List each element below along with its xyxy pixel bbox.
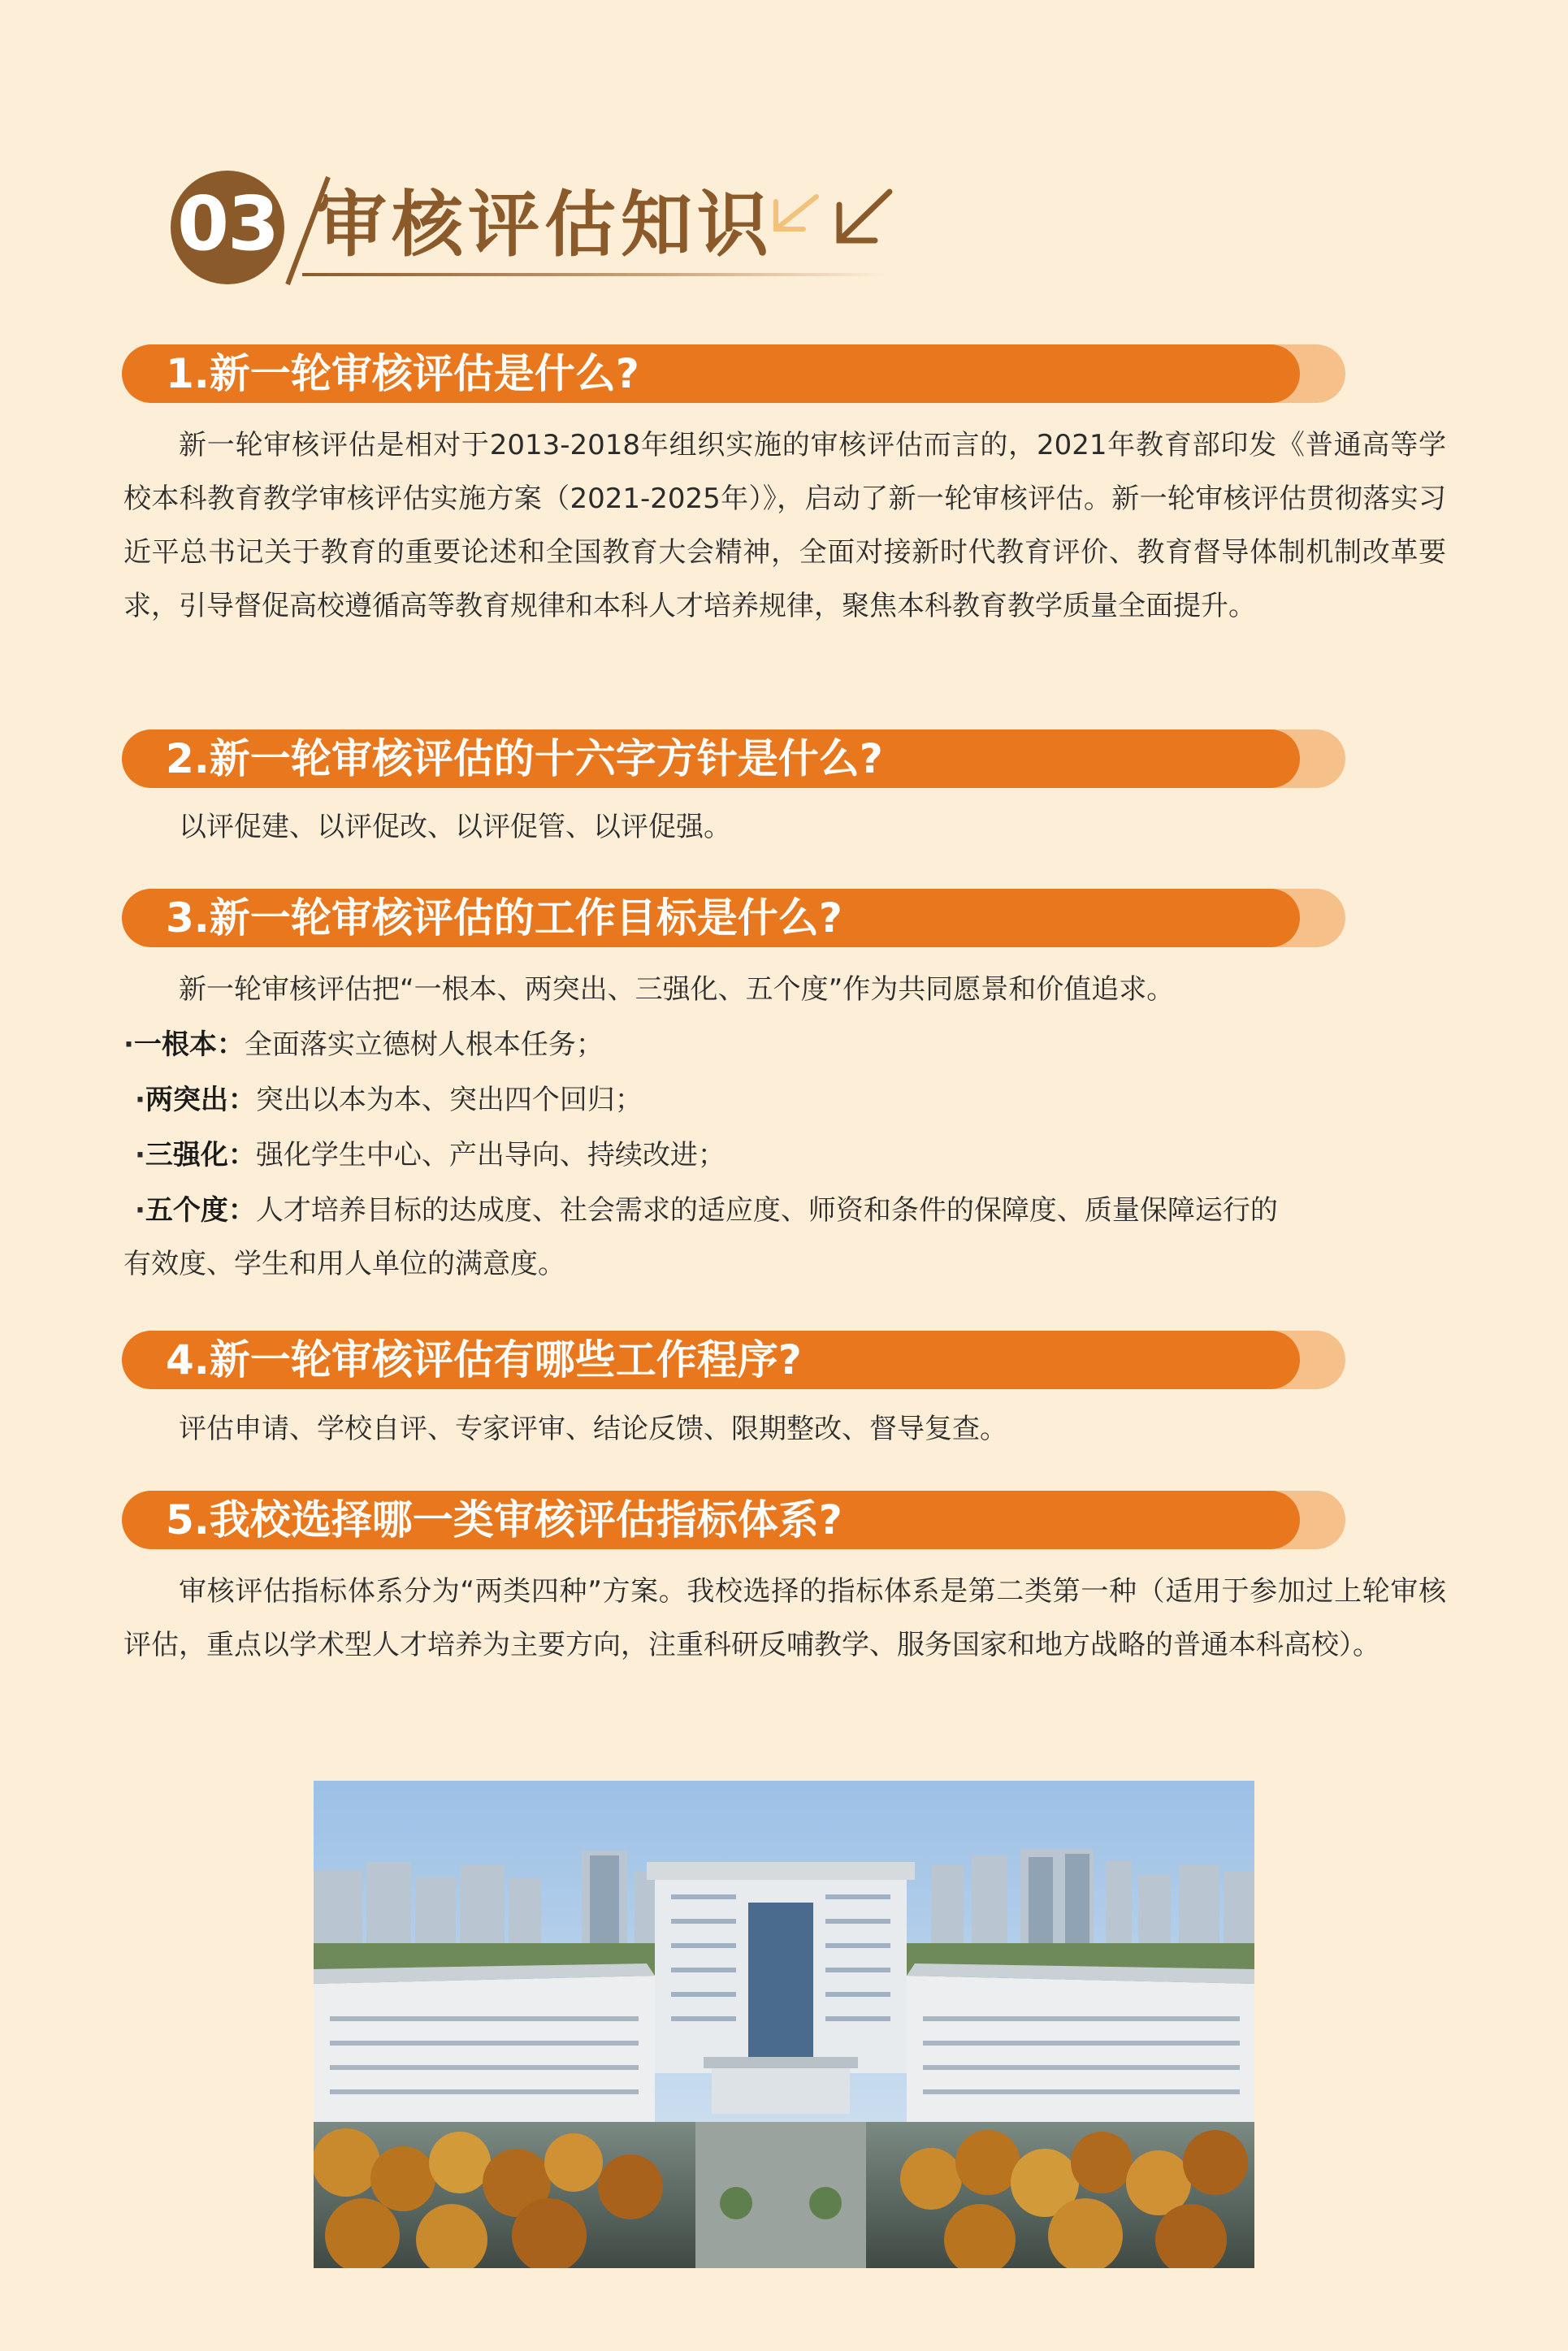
question-banner-5 [122,1491,1345,1549]
section-number: 03 [177,180,279,267]
section-header [162,162,894,292]
bullet-marker: · [123,1028,134,1061]
question-heading-2: 2.新一轮审核评估的十六字方针是什么? [166,735,883,782]
question-banner-1 [122,344,1345,403]
bullet-item [135,1128,1458,1182]
campus-building-image [314,1781,1254,2268]
question-banner-4 [122,1331,1345,1389]
bullet-key: 两突出： [145,1084,256,1116]
question-heading-5: 5.我校选择哪一类审核评估指标体系? [166,1496,842,1544]
bullet-text: 突出以本为本、突出四个回归； [255,1084,643,1116]
question-heading-4: 4.新一轮审核评估有哪些工作程序? [166,1336,802,1383]
bullet-text: 全面落实立德树人根本任务； [244,1028,604,1061]
answer-paragraph-4: 评估申请、学校自评、专家评审、结论反馈、限期整改、督导复查。 [179,1413,1007,1445]
bullet-key: 三强化： [145,1139,256,1171]
bullet-key: 五个度： [145,1194,256,1227]
question-heading-1: 1.新一轮审核评估是什么? [166,350,639,397]
section-title: 审核评估知识 [315,182,774,266]
bullet-marker: · [135,1139,145,1171]
campus-photo [314,1781,1254,2268]
arrow-down-left-icon [768,180,906,253]
question-heading-3: 3.新一轮审核评估的工作目标是什么? [166,894,842,942]
question-banner-2 [122,730,1345,788]
bullet-item [135,1184,1446,1237]
answer-intro-3: 新一轮审核评估把“一根本、两突出、三强化、五个度”作为共同愿景和价值追求。 [179,973,1175,1006]
question-banner-3 [122,889,1345,947]
answer-paragraph-5: 审核评估指标体系分为“两类四种”方案。我校选择的指标体系是第二类第一种（适用于参加过上轮审核评估，重点以学术型人才培养为主要方向，注重科研反哺教学、服务国家和地方战略的普通本科高校）。 [123,1575,1446,1661]
bullet-key: 一根本： [133,1028,245,1061]
bullet-marker: · [135,1084,145,1116]
bullet-text: 强化学生中心、产出导向、持续改进； [255,1139,726,1171]
bullet-marker: · [135,1194,145,1227]
title-underline [302,273,887,276]
bullet-text: 人才培养目标的达成度、社会需求的适应度、师资和条件的保障度、质量保障运行的 [255,1194,1278,1227]
bullet-item [135,1073,1458,1127]
bullet-item [123,1018,1446,1072]
bullet-continuation: 有效度、学生和用人单位的满意度。 [123,1248,565,1280]
answer-paragraph-2: 以评促建、以评促改、以评促管、以评促强。 [179,811,731,843]
answer-paragraph-1: 新一轮审核评估是相对于2013-2018年组织实施的审核评估而言的，2021年教育部印发《普通高等学校本科教育教学审核评估实施方案（2021-2025年）》，启动了新一轮审核评估。新一轮审核评估贯彻落实习近平总书记关于教育的重要论述和全国教育大会精神，全面对接新时代教育评价、教育督导体制机制改革要求，引导督促高校遵循高等教育规律和本科人才培养规律，聚焦本科教育教学质量全面提升。 [123,429,1446,622]
